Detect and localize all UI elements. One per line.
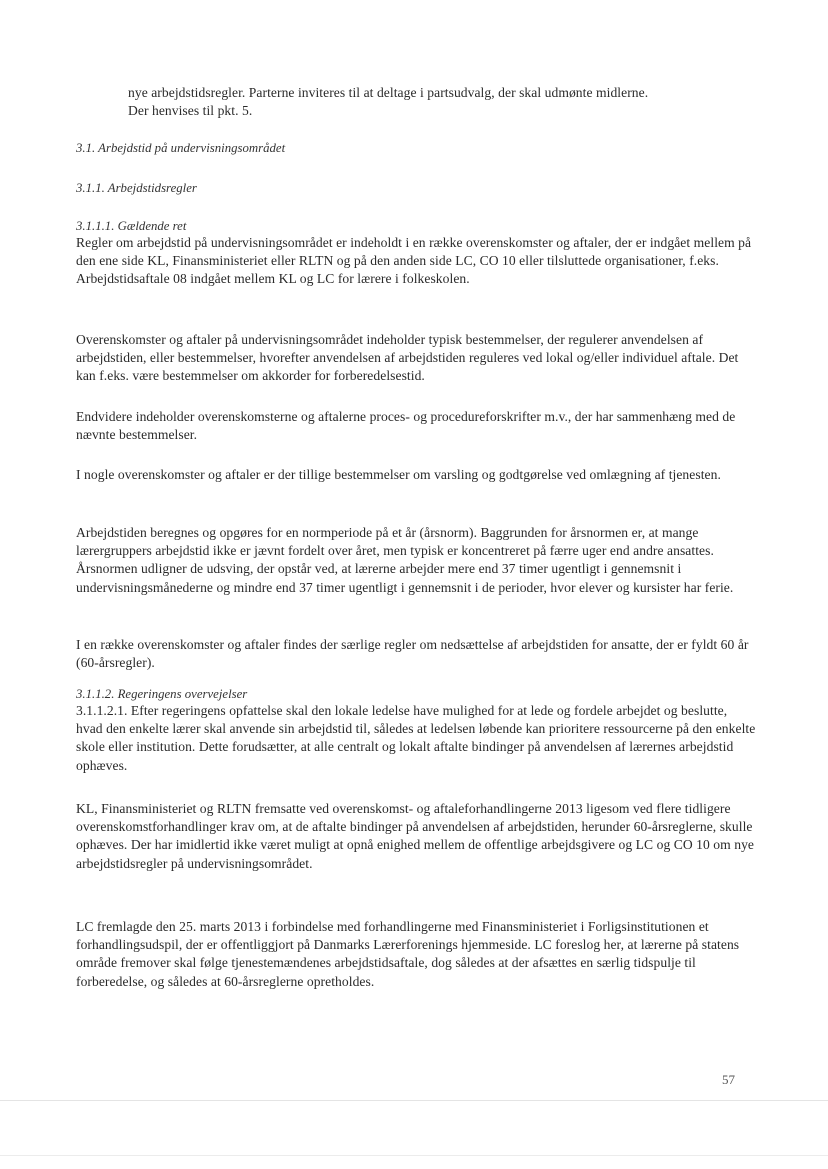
page-number: 57 bbox=[722, 1072, 735, 1087]
bottom-edge-divider bbox=[0, 1155, 828, 1156]
heading-3-1-1-1: 3.1.1.1. Gældende ret bbox=[76, 219, 187, 233]
paragraph-8: KL, Finansministeriet og RLTN fremsatte ved overenskomst- og aftaleforhandlingerne 2013 ligesom ved flere tidligere overenskomstforhandlinger krav om, at de aftalte bindinger på anvendelsen af arbejdstiden, herunder 60-årsreglerne, skulle ophæves. Der har imidlertid ikke været muligt at opnå enighed mellem de offentlige arbejdsgivere og LC og CO 10 om nye arbejdstidsregler på undervisningsområdet. bbox=[76, 801, 755, 871]
heading-3-1-1-2: 3.1.1.2. Regeringens overvejelser bbox=[76, 687, 248, 701]
paragraph-6: I en række overenskomster og aftaler findes der særlige regler om nedsættelse af arbejdstiden for ansatte, der er fyldt 60 år (60-årsregler). bbox=[76, 637, 749, 671]
intro-line-2: Der henvises til pkt. 5. bbox=[128, 103, 253, 118]
heading-3-1-1: 3.1.1. Arbejdstidsregler bbox=[76, 181, 197, 195]
paragraph-7: 3.1.1.2.1. Efter regeringens opfattelse skal den lokale ledelse have mulighed for at lede og fordele arbejdet og beslutte, hvad den enkelte lærer skal anvende sin arbejdstid til, således at ledelsen løbende kan prioritere ressourcerne på den enkelte skole eller institution. Dette forudsætter, at alle centralt og lokalt aftalte bindinger på anvendelsen af lærernes arbejdstid ophæves. bbox=[76, 703, 756, 773]
paragraph-3: Endvidere indeholder overenskomsterne og aftalerne proces- og procedureforskrifter m.v., der har sammenhæng med de nævnte bestemmelser. bbox=[76, 409, 736, 443]
paragraph-1: Regler om arbejdstid på undervisningsområdet er indeholdt i en række overenskomster og aftaler, der er indgået mellem på den ene side KL, Finansministeriet eller RLTN og på den anden side LC, CO 10 eller tilsluttede organisationer, f.eks. Arbejdstidsaftale 08 indgået mellem KL og LC for lærere i folkeskolen. bbox=[76, 235, 752, 287]
intro-line-1: nye arbejdstidsregler. Parterne inviteres til at deltage i partsudvalg, der skal udmønte midlerne. bbox=[128, 85, 649, 100]
footer-divider bbox=[0, 1100, 828, 1101]
paragraph-5: Arbejdstiden beregnes og opgøres for en normperiode på et år (årsnorm). Baggrunden for årsnormen er, at mange lærergruppers arbejdstid ikke er jævnt fordelt over året, men typisk er koncentreret på færre uger end andre ansattes. Årsnormen udligner de udsving, der opstår ved, at lærerne arbejder mere end 37 timer ugentligt i gennemsnit i undervisningsmånederne og mindre end 37 timer ugentligt i gennemsnit i de perioder, hvor elever og kursister har ferie. bbox=[76, 525, 734, 595]
paragraph-2: Overenskomster og aftaler på undervisningsområdet indeholder typisk bestemmelser, der regulerer anvendelsen af arbejdstiden, eller bestemmelser, hvorefter anvendelsen af arbejdstiden reguleres ved lokal og/eller individuel aftale. Det kan f.eks. være bestemmelser om akkorder for forberedelsestid. bbox=[76, 332, 739, 384]
paragraph-4: I nogle overenskomster og aftaler er der tillige bestemmelser om varsling og godtgørelse ved omlægning af tjenesten. bbox=[76, 467, 721, 482]
heading-3-1: 3.1. Arbejdstid på undervisningsområdet bbox=[76, 141, 286, 155]
paragraph-9: LC fremlagde den 25. marts 2013 i forbindelse med forhandlingerne med Finansministeriet i Forligsinstitutionen et forhandlingsudspil, der er offentliggjort på Danmarks Lærerforenings hjemmeside. LC foreslog her, at lærerne på statens område fremover skal følge tjenestemændenes arbejdstidsaftale, dog således at der afsættes en særlig tidspulje til forberedelse, og således at 60-årsreglerne opretholdes. bbox=[76, 919, 740, 989]
